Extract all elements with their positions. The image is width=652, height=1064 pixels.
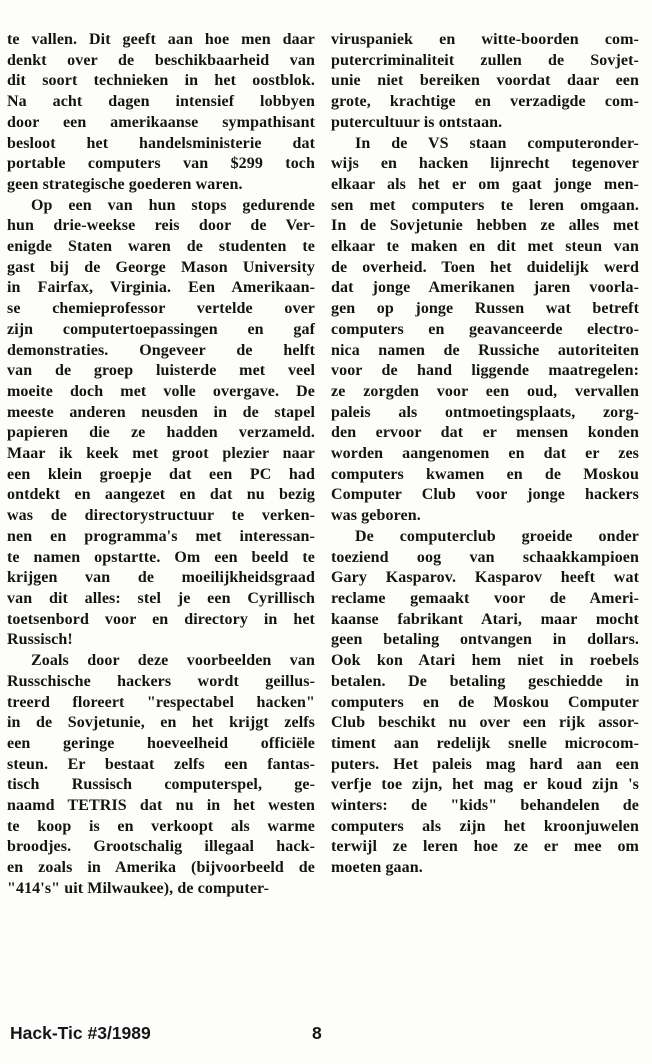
- text-line: betalen. De betaling geschiedde in: [331, 672, 639, 690]
- text-line: dat jonge Amerikanen jaren voorla-: [331, 279, 639, 297]
- text-line: Club beschikt nu over een rijk assor-: [331, 714, 639, 732]
- text-line: moeite doch met volle overgave. De: [7, 382, 315, 400]
- text-line: grote, krachtige en verzadigde com-: [331, 93, 639, 111]
- text-line: te koop is en verkoopt als warme: [7, 817, 315, 835]
- text-line: verfje toe zijn, het mag er koud zijn 's: [331, 776, 639, 794]
- text-line: ontdekt en aangezet en dat nu bezig: [7, 486, 315, 504]
- paragraph: [7, 651, 315, 899]
- text-line: Na acht dagen intensief lobbyen: [7, 93, 315, 111]
- text-line: papieren die ze hadden verzameld.: [7, 424, 315, 442]
- text-line: nen en programma's met interessan-: [7, 527, 315, 545]
- text-line: computers en de Moskou Computer: [331, 693, 639, 711]
- text-line: krijgen van de moeilijkheidsgraad: [7, 569, 315, 587]
- text-line: computers als zijn het kroonjuwelen: [331, 817, 639, 835]
- text-line: een klein groepje dat een PC had: [7, 465, 315, 483]
- text-line: van dit alles: stel je een Cyrillisch: [7, 589, 315, 607]
- text-line: reclame gemaakt voor de Ameri-: [331, 589, 639, 607]
- text-line: naamd TETRIS dat nu in het westen: [7, 797, 315, 815]
- text-line: computers kwamen en de Moskou: [331, 465, 639, 483]
- text-line: putercultuur is ontstaan.: [331, 113, 503, 131]
- text-line: denkt over de beschikbaarheid van: [7, 51, 315, 69]
- text-line: in de Sovjetunie, en het krijgt zelfs: [7, 714, 315, 732]
- paragraph: [331, 527, 639, 879]
- text-line: De computerclub groeide onder: [355, 527, 639, 545]
- text-line: worden aangenomen en dat er zes: [331, 445, 639, 463]
- text-line: en zoals in Amerika (bijvoorbeeld de: [7, 859, 315, 877]
- text-line: kaanse fabrikant Atari, maar mocht: [331, 610, 639, 628]
- text-line: meeste anderen neusden in de stapel: [7, 403, 315, 421]
- text-line: in Fairfax, Virginia. Een Amerikaan-: [7, 279, 315, 297]
- text-line: elkaar te maken en dit met steun van: [331, 238, 639, 256]
- text-line: ze zorgden voor een oud, vervallen: [331, 382, 639, 400]
- text-line: tisch Russisch computerspel, ge-: [7, 776, 315, 794]
- page-number: 8: [312, 1023, 322, 1043]
- right-column: [331, 30, 639, 900]
- text-line: Maar ik keek met groot plezier naar: [7, 445, 315, 463]
- text-line: dit soort technieken in het oostblok.: [7, 72, 315, 90]
- text-line: "414's" uit Milwaukee), de computer-: [7, 879, 270, 897]
- paragraph: [7, 196, 315, 651]
- text-line: gast bij de George Mason University: [7, 258, 315, 276]
- text-line: van de groep luisterde met veel: [7, 362, 315, 380]
- text-line: was geboren.: [331, 507, 421, 525]
- paragraph: [331, 134, 639, 527]
- text-line: Op een van hun stops gedurende: [31, 196, 315, 214]
- paragraph: [331, 30, 639, 134]
- text-line: In de Sovjetunie hebben ze alles met: [331, 217, 639, 235]
- text-line: nica namen de Russiche autoriteiten: [331, 341, 639, 359]
- text-line: timent aan redelijk snelle microcom-: [331, 734, 639, 752]
- text-line: gen op jonge Russen wat betreft: [331, 300, 639, 318]
- text-line: besloot het handelsministerie dat: [7, 134, 315, 152]
- text-line: toeziend oog van schaakkampioen: [331, 548, 639, 566]
- text-line: enigde Staten waren de studenten te: [7, 238, 315, 256]
- text-line: te vallen. Dit geeft aan hoe men daar: [7, 31, 315, 48]
- text-line: de overheid. Toen het duidelijk werd: [331, 258, 639, 276]
- text-line: elkaar als het er om gaat jonge men-: [331, 175, 639, 193]
- text-line: terwijl ze leren hoe ze er mee om: [331, 838, 639, 856]
- text-line: In de VS staan computeronder-: [355, 134, 639, 152]
- text-line: putercriminaliteit zullen de Sovjet-: [331, 51, 639, 69]
- text-line: treerd floreert "respectabel hacken": [7, 693, 315, 711]
- left-column: [7, 30, 315, 900]
- text-line: zijn computertoepassingen en gaf: [7, 320, 315, 338]
- text-line: sen met computers te leren omgaan.: [331, 196, 639, 214]
- text-line: te namen opstartte. Om een beeld te: [7, 548, 315, 566]
- text-line: Russisch!: [7, 631, 73, 649]
- text-line: portable computers van $299 toch: [7, 155, 315, 173]
- text-line: door een amerikaanse sympathisant: [7, 113, 315, 131]
- text-line: viruspaniek en witte-boorden com-: [331, 31, 639, 48]
- text-line: geen betaling ontvangen in dollars.: [331, 631, 639, 649]
- text-line: Zoals door deze voorbeelden van: [31, 652, 315, 670]
- text-line: geen strategische goederen waren.: [7, 175, 243, 193]
- text-line: demonstraties. Ongeveer de helft: [7, 341, 315, 359]
- paragraph: [7, 30, 315, 196]
- text-line: voor de hand liggende maatregelen:: [331, 362, 639, 380]
- text-line: hun drie-weekse reis door de Ver-: [7, 217, 315, 235]
- issue-label: Hack-Tic #3/1989: [10, 1023, 151, 1043]
- text-line: computers en geavanceerde electro-: [331, 320, 639, 338]
- text-line: Russchische hackers wordt geillus-: [7, 672, 315, 690]
- text-line: unie niet bereiken voordat daar een: [331, 72, 639, 90]
- text-line: steun. Er bestaat zelfs een fantas-: [7, 755, 315, 773]
- text-line: een geringe hoeveelheid officiële: [7, 734, 315, 752]
- text-line: Ook kon Atari hem niet in roebels: [331, 652, 639, 670]
- text-line: Gary Kasparov. Kasparov heeft wat: [331, 569, 639, 587]
- text-line: wijs en hacken lijnrecht tegenover: [331, 155, 639, 173]
- text-line: den ervoor dat er mensen konden: [331, 424, 639, 442]
- text-line: toetsenbord voor en directory in het: [7, 610, 315, 628]
- text-line: moeten gaan.: [331, 859, 423, 877]
- text-line: was de directorystructuur te verken-: [7, 507, 315, 525]
- text-line: paleis als ontmoetingsplaats, zorg-: [331, 403, 639, 421]
- text-line: Computer Club voor jonge hackers: [331, 486, 639, 504]
- text-line: puters. Het paleis mag hard aan een: [331, 755, 639, 773]
- text-line: se chemieprofessor vertelde over: [7, 300, 315, 318]
- text-line: winters: de "kids" behandelen de: [331, 797, 639, 815]
- text-line: broodjes. Grootschalig illegaal hack-: [7, 838, 315, 856]
